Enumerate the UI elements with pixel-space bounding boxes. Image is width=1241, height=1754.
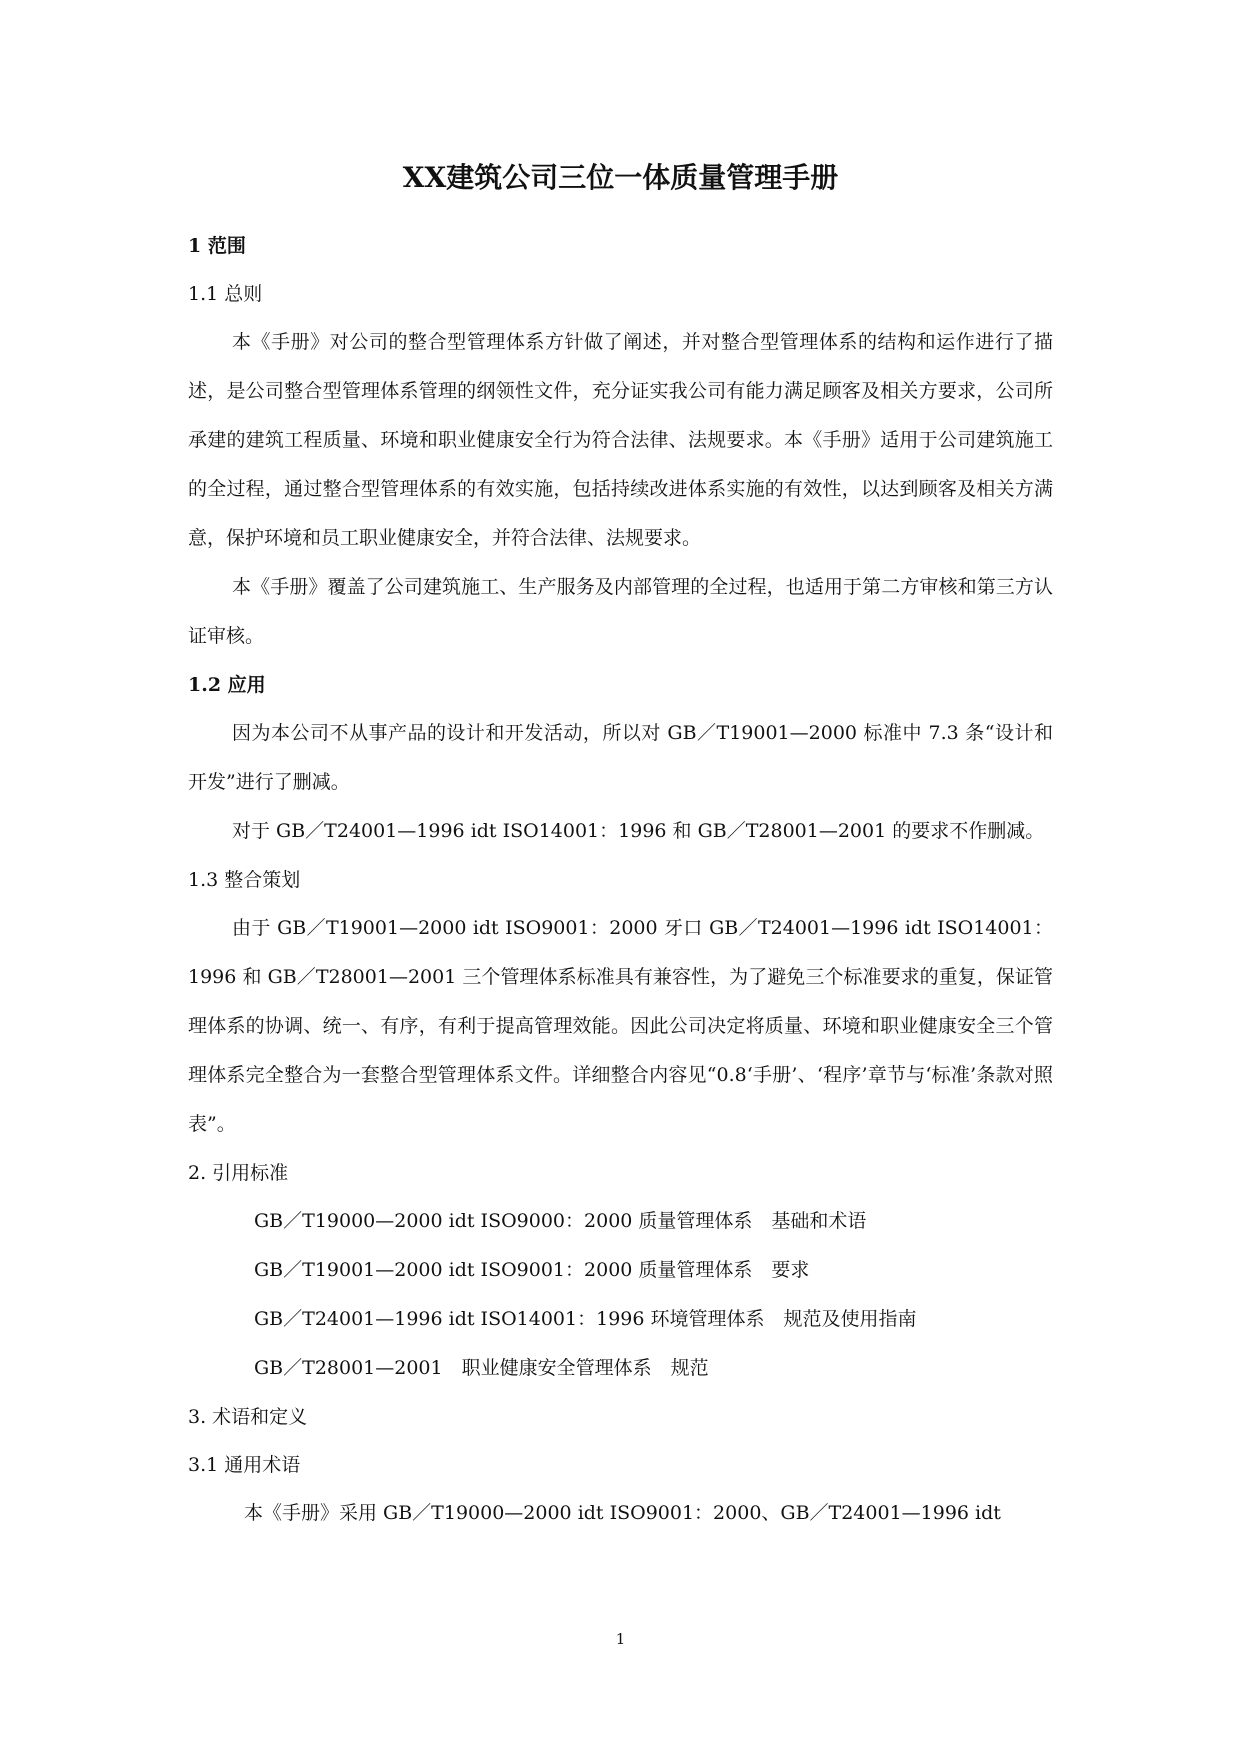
- reference-item: GB／T28001—2001 职业健康安全管理体系 规范: [254, 1357, 709, 1379]
- heading-terms-definitions: 3. 术语和定义: [188, 1406, 308, 1428]
- heading-general-terms: 3.1 通用术语: [188, 1454, 301, 1476]
- paragraph-application-2: 对于 GB／T24001—1996 idt ISO14001：1996 和 GB／T28001—2001 的要求不作删减。: [232, 820, 1045, 842]
- reference-item: GB／T24001—1996 idt ISO14001：1996 环境管理体系 规范及使用指南: [254, 1308, 917, 1330]
- heading-scope: 1 范围: [188, 235, 246, 257]
- document-title: XX建筑公司三位一体质量管理手册: [402, 161, 839, 194]
- heading-integration-planning: 1.3 整合策划: [188, 869, 301, 891]
- reference-item: GB／T19001—2000 idt ISO9001：2000 质量管理体系 要求: [254, 1259, 810, 1281]
- heading-application: 1.2 应用: [188, 674, 266, 696]
- paragraph-application-1: 因为本公司不从事产品的设计和开发活动，所以对 GB／T19001—2000 标准中 7.3 条“设计和开发”进行了删减。: [188, 722, 1053, 793]
- paragraph-integration-planning: 由于 GB／T19001—2000 idt ISO9001：2000 牙口 GB／T24001—1996 idt ISO14001：1996 和 GB／T28001—2001 三个管理体系标准具有兼容性，为了避免三个标准要求的重复，保证管理体系的协调、统一、有序，有利于提高管理效能。因此公司决定将质量、环境和职业健康安全三个管理体系完全整合为一套整合型管理体系文件。详细整合内容见“0.8‘手册’、‘程序’章节与‘标准’条款对照表”。: [188, 917, 1053, 1135]
- paragraph-general-terms: 本《手册》采用 GB／T19000—2000 idt ISO9001：2000、GB／T24001—1996 idt: [244, 1502, 1001, 1524]
- page-number: 1: [615, 1630, 626, 1648]
- document-body: [188, 222, 1053, 1538]
- heading-general: 1.1 总则: [188, 283, 263, 305]
- paragraph-general-2: 本《手册》覆盖了公司建筑施工、生产服务及内部管理的全过程，也适用于第二方审核和第三方认证审核。: [188, 576, 1053, 647]
- paragraph-general-1: 本《手册》对公司的整合型管理体系方针做了阐述，并对整合型管理体系的结构和运作进行了描述，是公司整合型管理体系管理的纲领性文件，充分证实我公司有能力满足顾客及相关方要求，公司所承建的建筑工程质量、环境和职业健康安全行为符合法律、法规要求。本《手册》适用于公司建筑施工的全过程，通过整合型管理体系的有效实施，包括持续改进体系实施的有效性，以达到顾客及相关方满意，保护环境和员工职业健康安全，并符合法律、法规要求。: [188, 331, 1053, 549]
- reference-item: GB／T19000—2000 idt ISO9000：2000 质量管理体系 基础和术语: [254, 1210, 867, 1232]
- heading-referenced-standards: 2. 引用标准: [188, 1162, 289, 1184]
